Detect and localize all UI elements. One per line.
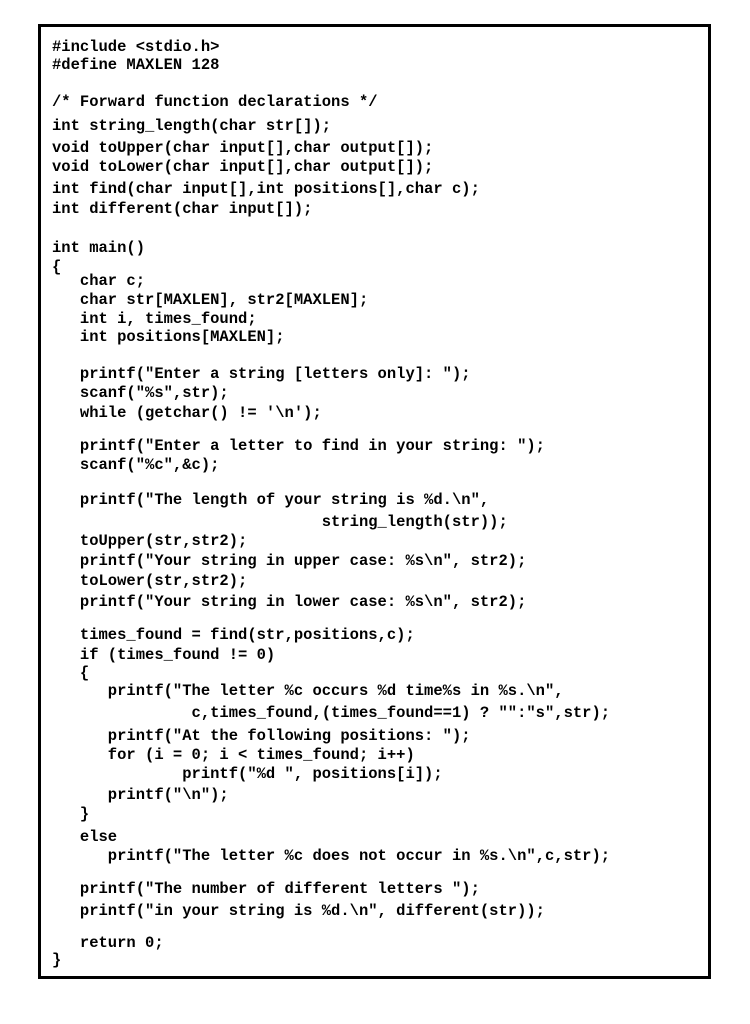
- code-line: string_length(str));: [52, 513, 508, 531]
- code-line: printf("Your string in lower case: %s\n", str2);: [52, 593, 527, 611]
- code-line: printf("Enter a letter to find in your string: ");: [52, 437, 545, 455]
- code-line: char str[MAXLEN], str2[MAXLEN];: [52, 291, 369, 309]
- code-line: for (i = 0; i < times_found; i++): [52, 746, 415, 764]
- code-line: char c;: [52, 272, 146, 290]
- code-line: int find(char input[],int positions[],char c);: [52, 180, 480, 198]
- code-line: printf("The letter %c occurs %d time%s in %s.\n",: [52, 682, 564, 700]
- code-line: {: [52, 664, 90, 682]
- code-line: /* Forward function declarations */: [52, 93, 378, 111]
- code-line: printf("Your string in upper case: %s\n", str2);: [52, 552, 527, 570]
- code-line: toUpper(str,str2);: [52, 532, 248, 550]
- code-line: while (getchar() != '\n');: [52, 404, 322, 422]
- code-line: printf("The length of your string is %d.\n",: [52, 491, 490, 509]
- code-line: }: [52, 805, 90, 823]
- code-line: int string_length(char str[]);: [52, 117, 332, 135]
- code-line: int main(): [52, 239, 146, 257]
- code-line: int different(char input[]);: [52, 200, 313, 218]
- code-line: int i, times_found;: [52, 310, 257, 328]
- code-line: times_found = find(str,positions,c);: [52, 626, 415, 644]
- code-listing: [52, 0, 712, 1024]
- code-line: printf("The number of different letters ");: [52, 880, 480, 898]
- code-line: printf("\n");: [52, 786, 229, 804]
- code-line: scanf("%c",&c);: [52, 456, 220, 474]
- code-line: }: [52, 951, 62, 969]
- code-line: int positions[MAXLEN];: [52, 328, 285, 346]
- code-line: printf("At the following positions: ");: [52, 727, 471, 745]
- code-line: printf("Enter a string [letters only]: ");: [52, 365, 471, 383]
- code-line: void toLower(char input[],char output[]);: [52, 158, 434, 176]
- code-line: #define MAXLEN 128: [52, 56, 220, 74]
- code-line: c,times_found,(times_found==1) ? "":"s",str);: [52, 704, 611, 722]
- code-line: printf("in your string is %d.\n", different(str));: [52, 902, 545, 920]
- code-line: toLower(str,str2);: [52, 572, 248, 590]
- code-line: scanf("%s",str);: [52, 384, 229, 402]
- code-line: #include <stdio.h>: [52, 38, 220, 56]
- code-line: else: [52, 828, 118, 846]
- code-line: {: [52, 258, 62, 276]
- code-line: void toUpper(char input[],char output[]);: [52, 139, 434, 157]
- code-line: printf("%d ", positions[i]);: [52, 765, 443, 783]
- code-line: if (times_found != 0): [52, 646, 276, 664]
- code-line: return 0;: [52, 934, 164, 952]
- code-line: printf("The letter %c does not occur in %s.\n",c,str);: [52, 847, 611, 865]
